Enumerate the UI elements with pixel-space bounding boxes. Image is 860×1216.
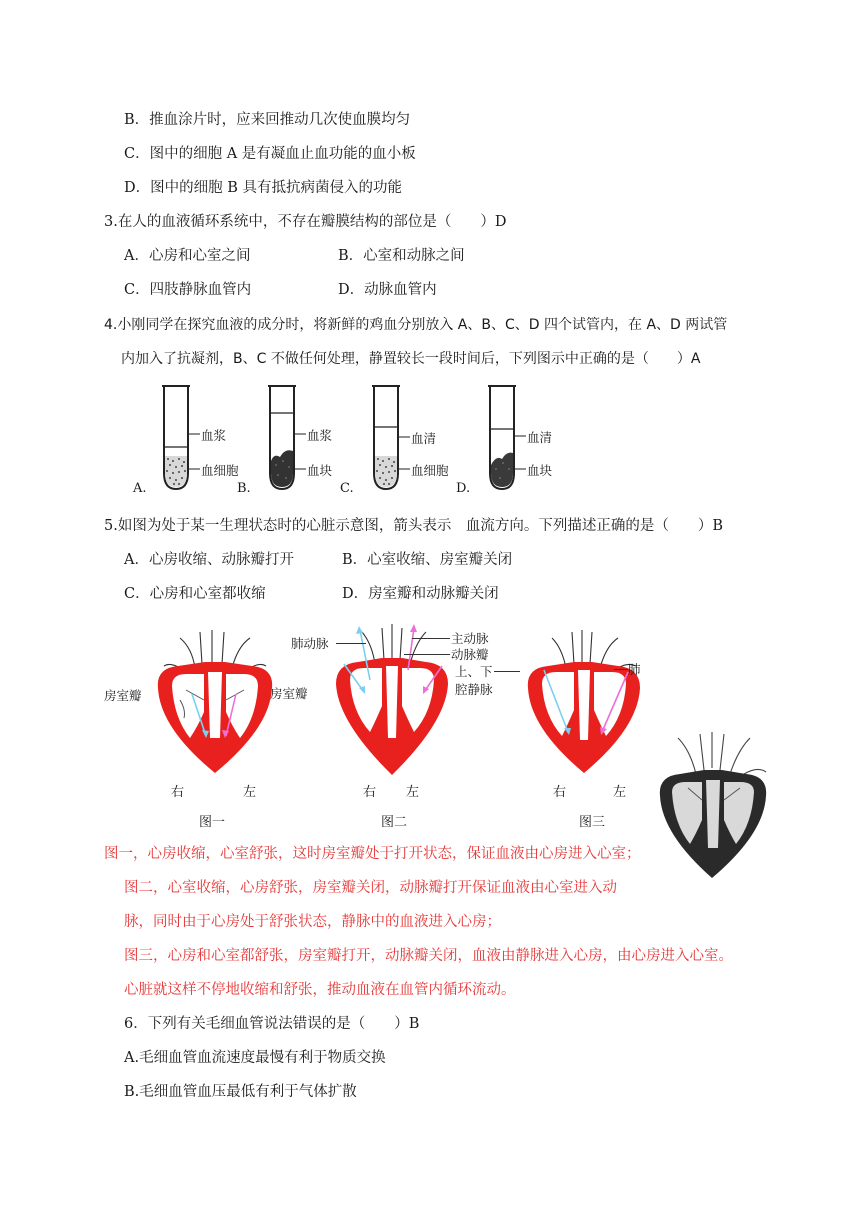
q5-option-d: D．房室瓣和动脉瓣关闭 [342,586,499,602]
label-fei: 肺 [628,662,641,677]
heart-diagram-1 [150,628,280,782]
q5-option-b: B．心室收缩、房室瓣关闭 [342,552,513,568]
leader-line-fei [614,669,628,670]
heart-3-left-label: 左 [613,785,627,800]
q4-stem-line2: 内加入了抗凝剂，B、C 不做任何处理，静置较长一段时间后，下列图示中正确的是（ ）A [121,351,701,367]
test-tube-figure [130,385,590,500]
label-fangshiban-right: 房室瓣 [270,686,308,701]
heart-1-left-label: 左 [243,785,257,800]
q3-option-d: D．动脉血管内 [338,282,437,298]
tube-a-bottom-label: 血细胞 [201,463,239,478]
q3-stem: 3.在人的血液循环系统中，不存在瓣膜结构的部位是（ ）D [104,214,507,230]
heart-diagram-grayscale [654,730,772,886]
explanation-line-4: 图三，心房和心室都舒张，房室瓣打开，动脉瓣关闭，血液由静脉进入心房，由心房进入心室。 [124,948,733,964]
label-zhudongmai: 主动脉 [451,631,489,646]
label-dongmaiban: 动脉瓣 [451,647,489,662]
tube-b-top-label: 血浆 [307,428,333,443]
q2-option-c: C．图中的细胞 A 是有凝血止血功能的血小板 [124,146,416,162]
figure-1-caption: 图一 [199,815,226,830]
q6-option-a: A.毛细血管血流速度最慢有利于物质交换 [124,1050,386,1066]
tube-b-letter: B. [237,481,251,496]
explanation-line-1: 图一，心房收缩，心室舒张，这时房室瓣处于打开状态，保证血液由心房进入心室； [104,846,641,862]
tube-a-top-label: 血浆 [201,428,227,443]
q6-option-b: B.毛细血管血压最低有利于气体扩散 [124,1084,357,1100]
q6-stem: 6．下列有关毛细血管说法错误的是（ ）B [124,1016,420,1032]
q3-option-c: C．四肢静脉血管内 [124,282,252,298]
explanation-line-3: 脉，同时由于心房处于舒张状态，静脉中的血液进入心房； [124,914,501,930]
explanation-line-5: 心脏就这样不停地收缩和舒张，推动血液在血管内循环流动。 [124,982,516,998]
leader-line-zhudongmai [412,638,450,639]
tube-d-top-label: 血清 [527,430,553,445]
q3-option-a: A．心房和心室之间 [124,248,251,264]
tube-a-letter: A. [133,481,147,496]
label-feidongmai: 肺动脉 [291,636,329,651]
heart-2-left-label: 左 [406,785,420,800]
tube-d-letter: D. [456,481,471,496]
test-tube-d [484,385,574,499]
heart-2-right-label: 右 [363,785,377,800]
q2-option-d: D．图中的细胞 B 具有抵抗病菌侵入的功能 [124,180,402,196]
heart-diagram-2 [330,620,455,784]
label-qiangjingmai: 腔静脉 [455,682,493,697]
q4-stem-line1: 4.小刚同学在探究血液的成分时，将新鲜的鸡血分别放入 A、B、C、D 四个试管内，在 A、D 两试管 [104,317,728,333]
test-tube-c [368,385,458,499]
q5-option-a: A．心房收缩、动脉瓣打开 [124,552,294,568]
tube-d-bottom-label: 血块 [527,463,553,478]
q5-stem: 5.如图为处于某一生理状态时的心脏示意图，箭头表示 血流方向。下列描述正确的是（ ）B [104,518,723,534]
figure-3-caption: 图三 [579,815,606,830]
q3-option-b: B．心室和动脉之间 [338,248,465,264]
heart-3-right-label: 右 [553,785,567,800]
heart-1-right-label: 右 [171,785,185,800]
label-shangxia: 上、下 [455,664,493,679]
leader-line-qiangjingmai [494,671,520,672]
q2-option-b: B．推血涂片时，应来回推动几次使血膜均匀 [124,112,411,128]
test-tube-a [158,385,248,499]
q5-option-c: C．心房和心室都收缩 [124,586,266,602]
tube-c-bottom-label: 血细胞 [411,463,449,478]
figure-2-caption: 图二 [381,815,408,830]
leader-line-feidongmai [336,643,366,644]
heart-diagram-3 [522,628,647,782]
tube-c-letter: C. [340,481,354,496]
leader-line-dongmaiban [404,654,450,655]
explanation-line-2: 图二，心室收缩，心房舒张，房室瓣关闭，动脉瓣打开保证血液由心室进入动 [124,880,617,896]
tube-b-bottom-label: 血块 [307,463,333,478]
tube-c-top-label: 血清 [411,431,437,446]
label-fangshiban-left: 房室瓣 [104,688,142,703]
